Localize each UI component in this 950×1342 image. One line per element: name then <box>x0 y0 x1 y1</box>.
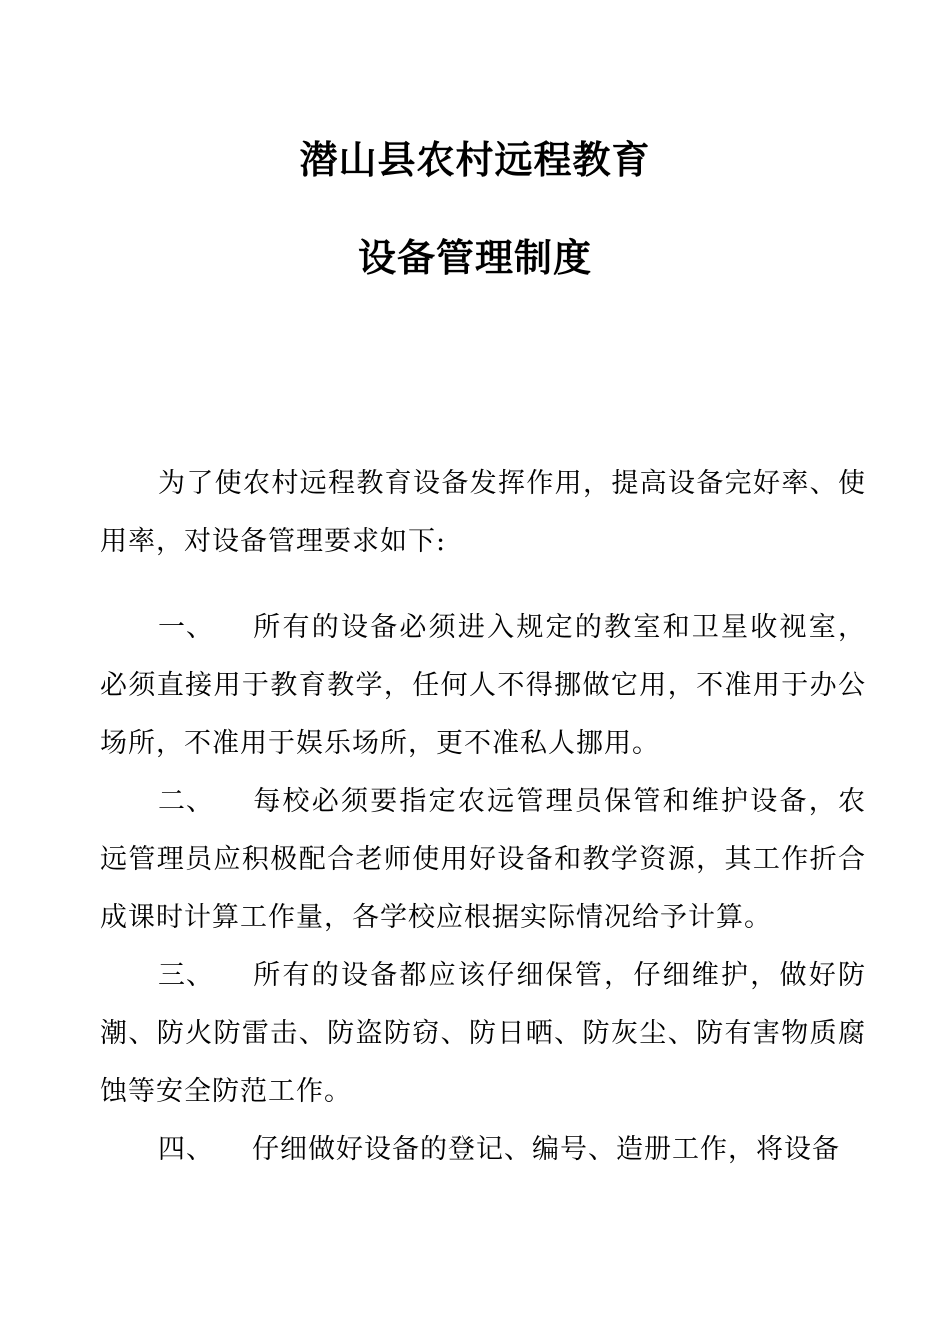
rule-item-1 <box>100 599 866 773</box>
rule-item-4-number: 四、 <box>158 1134 214 1165</box>
rule-item-3 <box>100 947 866 1121</box>
rule-item-4 <box>100 1121 866 1179</box>
rule-item-4-text: 仔细做好设备的登记、编号、造册工作，将设备 <box>252 1134 840 1165</box>
rule-item-2 <box>100 773 866 947</box>
rule-item-1-number: 一、 <box>158 612 214 643</box>
document-title-line-1: 潜山县农村远程教育 <box>299 138 651 182</box>
rule-item-3-text: 所有的设备都应该仔细保管，仔细维护，做好防潮、防火防雷击、防盗防窃、防日晒、防灰尘、防有害物质腐蚀等安全防范工作。 <box>100 960 866 1107</box>
intro-paragraph: 为了使农村远程教育设备发挥作用，提高设备完好率、使用率，对设备管理要求如下: <box>100 468 866 557</box>
document-body <box>100 455 866 1179</box>
rule-item-2-text: 每校必须要指定农远管理员保管和维护设备，农远管理员应积极配合老师使用好设备和教学资源，其工作折合成课时计算工作量，各学校应根据实际情况给予计算。 <box>100 786 866 933</box>
rule-item-1-text: 所有的设备必须进入规定的教室和卫星收视室，必须直接用于教育教学，任何人不得挪做它用，不准用于办公场所，不准用于娱乐场所，更不准私人挪用。 <box>100 612 866 759</box>
rule-item-3-number: 三、 <box>158 960 214 991</box>
rule-item-2-number: 二、 <box>158 786 214 817</box>
document-title-line-2: 设备管理制度 <box>357 236 592 280</box>
